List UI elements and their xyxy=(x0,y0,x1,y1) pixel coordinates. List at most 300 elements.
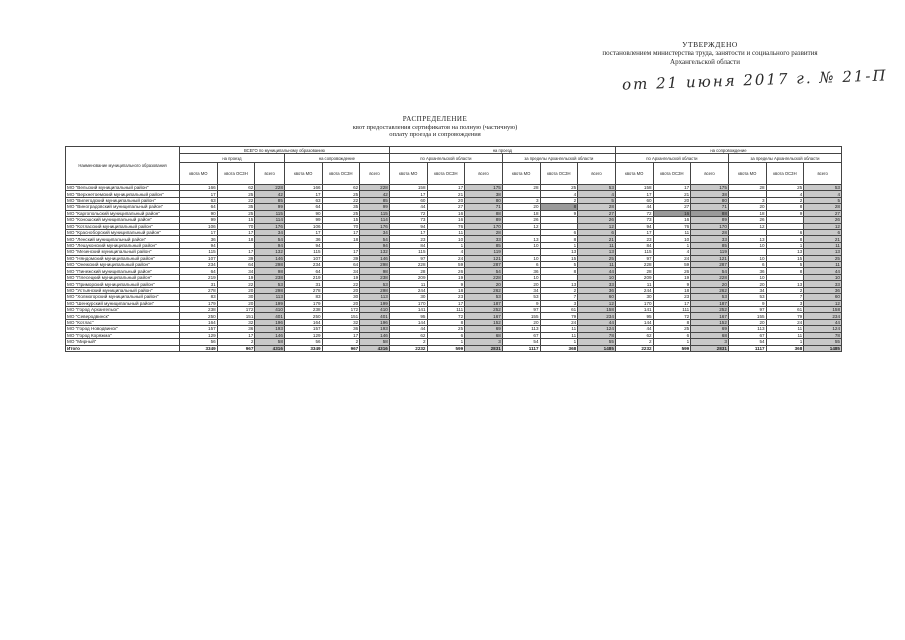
quota-cell: 17 xyxy=(322,249,360,255)
quota-cell: 20 xyxy=(691,281,729,287)
quota-cell: 106 xyxy=(180,223,218,229)
quota-cell: 72 xyxy=(427,313,465,319)
quota-cell: 7 xyxy=(540,294,578,300)
quota-cell: 15 xyxy=(766,255,804,261)
quota-cell: 115 xyxy=(180,249,218,255)
quota-cell: 34 xyxy=(322,268,360,274)
quota-cell: 599 xyxy=(653,345,691,351)
quota-cell: 16 xyxy=(653,210,691,216)
quota-cell: 16 xyxy=(653,217,691,223)
quota-cell: 146 xyxy=(255,332,285,338)
quota-cell: 34 xyxy=(728,287,766,293)
municipality-name: МО "Мезенский муниципальный район" xyxy=(66,249,180,255)
quota-cell: 59 xyxy=(653,262,691,268)
quota-cell: 238 xyxy=(255,274,285,280)
quota-cell: 209 xyxy=(389,274,427,280)
quota-cell: 157 xyxy=(180,326,218,332)
quota-cell: 27 xyxy=(804,210,842,216)
quota-cell: 113 xyxy=(502,326,540,332)
quota-cell: 83 xyxy=(284,294,322,300)
quota-cell: 10 xyxy=(728,255,766,261)
quota-cell: 69 xyxy=(465,326,503,332)
quota-cell: 4 xyxy=(427,249,465,255)
quota-cell: 79 xyxy=(540,313,578,319)
municipality-name: МО "Красноборский муниципальный район" xyxy=(66,229,180,235)
quota-cell: 53 xyxy=(465,294,503,300)
quota-cell: 59 xyxy=(427,262,465,268)
quota-cell: 25 xyxy=(427,326,465,332)
quota-cell: 22 xyxy=(217,281,255,287)
total-row xyxy=(66,345,842,351)
quota-cell: 32 xyxy=(322,319,360,325)
quota-cell: 94 xyxy=(180,242,218,248)
quota-cell: 30 xyxy=(389,294,427,300)
quota-cell: 11 xyxy=(427,229,465,235)
quota-cell: 24 xyxy=(766,319,804,325)
quota-cell: 1 xyxy=(540,339,578,345)
header-travel-outside: за пределы Архангельской области xyxy=(502,154,615,163)
quota-cell: 22 xyxy=(217,197,255,203)
quota-cell: 368 xyxy=(766,345,804,351)
quota-cell: 152 xyxy=(691,319,729,325)
quota-cell: 88 xyxy=(691,210,729,216)
quota-cell: 4316 xyxy=(255,345,285,351)
quota-cell: 54 xyxy=(691,268,729,274)
quota-cell: 84 xyxy=(389,242,427,248)
quota-cell: 15 xyxy=(322,217,360,223)
quota-cell: 60 xyxy=(615,197,653,203)
quota-cell: 179 xyxy=(180,300,218,306)
quota-cell: 10 xyxy=(427,236,465,242)
quota-cell: 199 xyxy=(255,300,285,306)
quota-cell: 17 xyxy=(217,249,255,255)
quota-cell: 17 xyxy=(615,191,653,197)
quota-cell: 42 xyxy=(255,191,285,197)
quota-cell: 55 xyxy=(578,339,616,345)
quota-cell: 6 xyxy=(728,262,766,268)
quota-cell: 10 xyxy=(502,274,540,280)
quota-cell: 17 xyxy=(284,229,322,235)
quota-cell: 16 xyxy=(427,210,465,216)
quota-cell: 4316 xyxy=(360,345,390,351)
quota-cell: 97 xyxy=(615,255,653,261)
quota-cell: 164 xyxy=(284,319,322,325)
municipality-name: МО "Вельский муниципальный район" xyxy=(66,185,180,191)
quota-cell: 21 xyxy=(578,236,616,242)
quota-cell: 20 xyxy=(728,204,766,210)
quota-cell: 3349 xyxy=(180,345,218,351)
quota-cell: 70 xyxy=(322,223,360,229)
column-label: всего xyxy=(578,163,616,185)
quota-cell: 119 xyxy=(465,249,503,255)
municipality-name: МО "Верхнетоемский муниципальный район" xyxy=(66,191,180,197)
quota-cell: 3 xyxy=(465,339,503,345)
quota-cell: 25 xyxy=(217,210,255,216)
quota-cell: 13 xyxy=(766,249,804,255)
quota-cell: 158 xyxy=(615,185,653,191)
quota-cell: 10 xyxy=(728,274,766,280)
quota-cell: 28 xyxy=(804,204,842,210)
quota-cell: 3 xyxy=(766,300,804,306)
quota-cell: 238 xyxy=(284,307,322,313)
quota-cell: 3 xyxy=(728,197,766,203)
municipality-name: МО "Плесецкий муниципальный район" xyxy=(66,274,180,280)
quota-cell: 27 xyxy=(578,210,616,216)
quota-cell: 6 xyxy=(540,229,578,235)
quota-cell: 54 xyxy=(465,268,503,274)
quota-cell: 94 xyxy=(284,242,322,248)
column-label: квота МО xyxy=(180,163,218,185)
quota-cell: 13 xyxy=(766,281,804,287)
quota-cell: 44 xyxy=(615,326,653,332)
column-label: квота МО xyxy=(615,163,653,185)
municipality-name: МО "Холмогорский муниципальный район" xyxy=(66,294,180,300)
quota-cell: 20 xyxy=(322,300,360,306)
quota-cell: 25 xyxy=(322,191,360,197)
quota-cell: 410 xyxy=(360,307,390,313)
quota-cell: 6 xyxy=(653,332,691,338)
quota-cell: 1 xyxy=(540,242,578,248)
quota-cell: 1 xyxy=(766,242,804,248)
quota-cell: 9 xyxy=(653,281,691,287)
quota-cell: 8 xyxy=(766,268,804,274)
quota-cell: 2 xyxy=(766,197,804,203)
quota-cell: 80 xyxy=(691,197,729,203)
quota-cell: 13 xyxy=(502,236,540,242)
quota-cell: 298 xyxy=(255,287,285,293)
quota-cell: 170 xyxy=(691,223,729,229)
quota-cell: 94 xyxy=(615,223,653,229)
quota-cell: 20 xyxy=(728,319,766,325)
quota-cell: 53 xyxy=(728,294,766,300)
quota-cell: 26 xyxy=(728,217,766,223)
quota-cell: 10 xyxy=(653,236,691,242)
quota-cell: 20 xyxy=(322,287,360,293)
quota-cell: 58 xyxy=(255,339,285,345)
title-line-3: оплату проезда и сопровождения xyxy=(389,131,481,138)
quota-cell: 6 xyxy=(804,229,842,235)
quota-cell: 17 xyxy=(180,229,218,235)
quota-cell: 146 xyxy=(255,255,285,261)
quota-cell: 11 xyxy=(766,326,804,332)
quota-cell: 115 xyxy=(389,249,427,255)
quota-cell: 193 xyxy=(360,326,390,332)
quota-cell: 11 xyxy=(804,262,842,268)
quota-cell: 39 xyxy=(217,255,255,261)
approval-region: Архангельской области xyxy=(670,58,740,66)
quota-cell: 141 xyxy=(389,307,427,313)
quota-cell: 6 xyxy=(578,229,616,235)
quota-cell: 17 xyxy=(427,185,465,191)
quota-cell: 18 xyxy=(502,210,540,216)
quota-cell: 44 xyxy=(389,326,427,332)
quota-cell: 967 xyxy=(217,345,255,351)
quota-cell: 34 xyxy=(255,229,285,235)
header-escort-region: по Архангельской области xyxy=(615,154,728,163)
quota-cell: 12 xyxy=(728,223,766,229)
quota-cell: 132 xyxy=(360,249,390,255)
quota-cell: 219 xyxy=(180,274,218,280)
quota-cell: 8 xyxy=(540,268,578,274)
document-title xyxy=(330,116,540,139)
quota-cell: 69 xyxy=(691,326,729,332)
quota-cell: 28 xyxy=(578,204,616,210)
quota-cell: 111 xyxy=(653,307,691,313)
quota-cell: 8 xyxy=(766,236,804,242)
quota-cell: 33 xyxy=(804,281,842,287)
quota-cell: 34 xyxy=(217,268,255,274)
quota-cell: 21 xyxy=(653,191,691,197)
quota-cell: 115 xyxy=(284,249,322,255)
quota-cell: 28 xyxy=(728,185,766,191)
quota-cell: 20 xyxy=(502,204,540,210)
municipality-name: Итого xyxy=(66,345,180,351)
column-label: всего xyxy=(360,163,390,185)
quota-cell: 9 xyxy=(427,281,465,287)
municipality-name: МО "Мирный" xyxy=(66,339,180,345)
quota-cell: 63 xyxy=(180,197,218,203)
quota-cell: 20 xyxy=(728,281,766,287)
quota-cell: 8 xyxy=(766,204,804,210)
quota-cell: 151 xyxy=(217,313,255,319)
quota-cell: 234 xyxy=(578,313,616,319)
municipality-name: МО "Лешуконский муниципальный район" xyxy=(66,242,180,248)
quota-cell: 72 xyxy=(389,210,427,216)
quota-cell: 13 xyxy=(540,249,578,255)
quota-cell: 13 xyxy=(728,236,766,242)
column-label: квота МО xyxy=(728,163,766,185)
quota-cell: 4 xyxy=(540,191,578,197)
quota-cell: 54 xyxy=(728,339,766,345)
quota-cell: 13 xyxy=(578,249,616,255)
municipality-name: МО "Няндомский муниципальный район" xyxy=(66,255,180,261)
quota-cell: 170 xyxy=(615,300,653,306)
quota-cell: 11 xyxy=(578,262,616,268)
quota-cell: 599 xyxy=(427,345,465,351)
quota-cell: 17 xyxy=(615,229,653,235)
quota-cell: 64 xyxy=(284,268,322,274)
quota-cell: 2 xyxy=(322,339,360,345)
quota-cell: 166 xyxy=(180,185,218,191)
quota-cell: 12 xyxy=(804,300,842,306)
municipality-name: МО "Город Архангельск" xyxy=(66,307,180,313)
quota-cell: 9 xyxy=(728,300,766,306)
quota-cell: 95 xyxy=(389,313,427,319)
quota-cell: 60 xyxy=(578,294,616,300)
quota-cell: 1117 xyxy=(502,345,540,351)
column-label: квота МО xyxy=(284,163,322,185)
quota-cell: 54 xyxy=(255,236,285,242)
quota-cell: 53 xyxy=(691,294,729,300)
quota-cell: 79 xyxy=(766,313,804,319)
quota-cell: 24 xyxy=(653,255,691,261)
quota-cell: 4 xyxy=(653,249,691,255)
quota-cell: 61 xyxy=(766,307,804,313)
quota-cell: 28 xyxy=(502,185,540,191)
quota-cell: 94 xyxy=(255,242,285,248)
quota-cell: 11 xyxy=(804,242,842,248)
quota-cell: 25 xyxy=(653,326,691,332)
quota-cell: 124 xyxy=(804,326,842,332)
quota-cell: 36 xyxy=(578,287,616,293)
quota-cell: 53 xyxy=(578,185,616,191)
column-label: всего xyxy=(465,163,503,185)
quota-cell: 141 xyxy=(615,307,653,313)
quota-cell: 76 xyxy=(653,223,691,229)
quota-cell: 19 xyxy=(653,274,691,280)
column-label: квота МО xyxy=(502,163,540,185)
quota-cell: 3 xyxy=(691,339,729,345)
quota-cell: 32 xyxy=(217,319,255,325)
quota-cell: 278 xyxy=(284,287,322,293)
approval-ministry: постановлением министерства труда, занятости и социального развития xyxy=(602,49,818,57)
quota-cell: 228 xyxy=(360,185,390,191)
quota-cell: 31 xyxy=(180,281,218,287)
quota-cell: 250 xyxy=(284,313,322,319)
quota-cell: 401 xyxy=(360,313,390,319)
quota-cell: 187 xyxy=(691,300,729,306)
column-label: квота ОСЗН xyxy=(217,163,255,185)
column-label: квота ОСЗН xyxy=(653,163,691,185)
quota-cell: 2 xyxy=(540,287,578,293)
quota-cell: 34 xyxy=(360,229,390,235)
quota-cell: 172 xyxy=(217,307,255,313)
quota-cell: 56 xyxy=(180,339,218,345)
quota-cell: 67 xyxy=(728,332,766,338)
quota-cell: 250 xyxy=(180,313,218,319)
quota-cell: 262 xyxy=(691,287,729,293)
quota-cell: 132 xyxy=(255,249,285,255)
quota-cell: 114 xyxy=(255,217,285,223)
quota-cell: 25 xyxy=(766,185,804,191)
quota-cell: 107 xyxy=(284,255,322,261)
quota-cell: 98 xyxy=(360,268,390,274)
quota-cell: 228 xyxy=(389,262,427,268)
header-total-group: ВСЕГО по муниципальному образованию xyxy=(180,147,390,154)
quota-cell: 25 xyxy=(322,210,360,216)
quota-cell: 2 xyxy=(615,339,653,345)
quota-cell: 121 xyxy=(691,255,729,261)
quota-cell: 187 xyxy=(465,300,503,306)
column-label: квота МО xyxy=(389,163,427,185)
quota-cell: 146 xyxy=(360,255,390,261)
quota-cell: 3 xyxy=(540,300,578,306)
quota-cell: 17 xyxy=(322,332,360,338)
quota-cell: 62 xyxy=(615,332,653,338)
quota-cell: 1 xyxy=(427,242,465,248)
quota-cell: 54 xyxy=(360,236,390,242)
municipality-name: МО "Виноградовский муниципальный район" xyxy=(66,204,180,210)
quota-cell: 94 xyxy=(360,242,390,248)
quota-cell: 228 xyxy=(691,274,729,280)
quota-cell: 64 xyxy=(217,262,255,268)
quota-cell: 18 xyxy=(427,287,465,293)
header-travel-region: по Архангельской области xyxy=(389,154,502,163)
quota-cell: 39 xyxy=(322,255,360,261)
quota-cell: 68 xyxy=(691,332,729,338)
quota-cell: 287 xyxy=(465,262,503,268)
quota-cell: 5 xyxy=(804,197,842,203)
quota-cell: 22 xyxy=(322,197,360,203)
header-travel-group: на проезд xyxy=(389,147,615,154)
quota-cell: 8 xyxy=(540,204,578,210)
quota-cell: 15 xyxy=(217,217,255,223)
quota-cell: 33 xyxy=(465,236,503,242)
quota-cell: 36 xyxy=(502,268,540,274)
quota-cell: 124 xyxy=(578,326,616,332)
quota-cell: 76 xyxy=(427,223,465,229)
quota-cell: 11 xyxy=(540,326,578,332)
quota-cell: 228 xyxy=(465,274,503,280)
quota-cell: 3349 xyxy=(284,345,322,351)
quota-cell: 170 xyxy=(465,223,503,229)
quota-cell: 25 xyxy=(540,185,578,191)
quota-cell: 8 xyxy=(540,236,578,242)
quota-cell: 85 xyxy=(360,197,390,203)
quota-cell: 38 xyxy=(691,191,729,197)
quota-cell: 17 xyxy=(389,229,427,235)
quota-cell: 18 xyxy=(322,236,360,242)
quota-cell: 98 xyxy=(255,268,285,274)
quota-cell: 28 xyxy=(389,268,427,274)
quota-cell: 25 xyxy=(804,255,842,261)
quota-cell: 99 xyxy=(255,204,285,210)
quota-cell: 9 xyxy=(502,300,540,306)
quota-cell: 20 xyxy=(502,319,540,325)
quota-cell: 4 xyxy=(766,191,804,197)
quota-cell: 20 xyxy=(465,281,503,287)
quota-cell: 2 xyxy=(766,287,804,293)
quota-cell: 244 xyxy=(389,287,427,293)
quota-cell: 73 xyxy=(389,217,427,223)
quota-cell: 20 xyxy=(217,300,255,306)
quota-cell: 6 xyxy=(502,262,540,268)
municipality-name: МО "Вилегодский муниципальный район" xyxy=(66,197,180,203)
quota-cell: 13 xyxy=(804,249,842,255)
quota-cell: 119 xyxy=(691,249,729,255)
quota-cell: 111 xyxy=(427,307,465,313)
municipality-name: МО "Котласский муниципальный район" xyxy=(66,223,180,229)
quota-cell: 56 xyxy=(284,339,322,345)
municipality-name: МО "Каргопольский муниципальный район" xyxy=(66,210,180,216)
quota-cell: 11 xyxy=(615,281,653,287)
quota-cell: 19 xyxy=(322,274,360,280)
quota-cell: 17 xyxy=(427,300,465,306)
quota-cell: 17 xyxy=(180,191,218,197)
quota-cell: 172 xyxy=(322,307,360,313)
quota-cell: 73 xyxy=(615,217,653,223)
quota-cell: 113 xyxy=(255,294,285,300)
quota-cell: 1 xyxy=(766,339,804,345)
quota-cell: 6 xyxy=(766,229,804,235)
quota-cell: 12 xyxy=(578,223,616,229)
quota-cell: 64 xyxy=(180,204,218,210)
municipality-name: МО "Приморский муниципальный район" xyxy=(66,281,180,287)
header-sub-travel: на проезд xyxy=(180,154,285,163)
quota-cell: 36 xyxy=(322,326,360,332)
municipality-name: МО "Онежский муниципальный район" xyxy=(66,262,180,268)
quota-cell: 85 xyxy=(691,242,729,248)
quota-cell: 2831 xyxy=(465,345,503,351)
quota-cell: 26 xyxy=(653,268,691,274)
quota-cell: 44 xyxy=(804,268,842,274)
quota-cell: 167 xyxy=(691,313,729,319)
quota-cell: 287 xyxy=(691,262,729,268)
quota-cell: 11 xyxy=(578,242,616,248)
quota-cell: 36 xyxy=(728,268,766,274)
quota-cell: 34 xyxy=(502,287,540,293)
quota-cell: 17 xyxy=(284,191,322,197)
